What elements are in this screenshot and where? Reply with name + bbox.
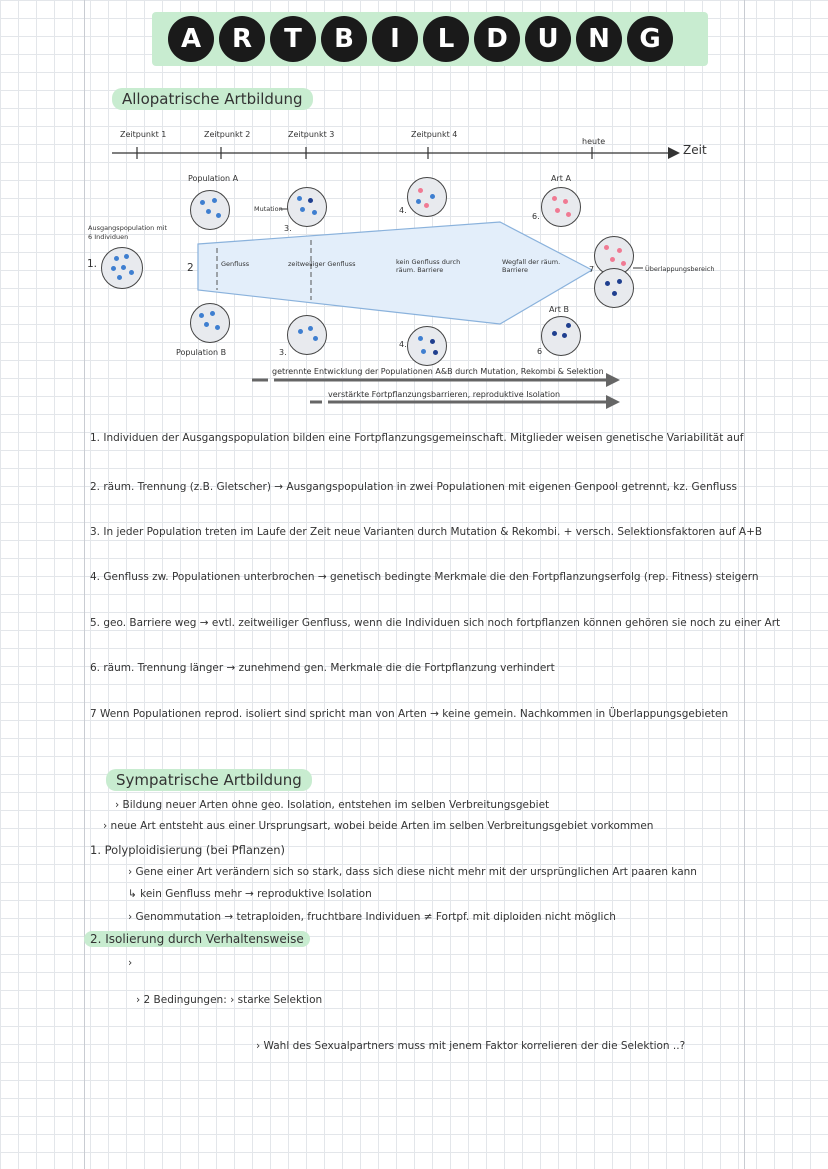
individual-dot	[216, 213, 221, 218]
individual-dot	[621, 261, 626, 266]
individual-dot	[424, 203, 429, 208]
title-letter: L	[423, 16, 469, 62]
individual-dot	[308, 326, 313, 331]
individual-dot	[210, 311, 215, 316]
stage-number: 4.	[399, 340, 407, 349]
individual-dot	[563, 199, 568, 204]
individual-dot	[552, 331, 557, 336]
stage-number: 1.	[87, 258, 98, 270]
population-a-stage4-circle	[407, 177, 447, 217]
population-b-stage3-circle	[287, 315, 327, 355]
individual-dot	[430, 339, 435, 344]
individual-dot	[114, 256, 119, 261]
behaviour-line: › 2 Bedingungen: › starke Selektion	[136, 994, 323, 1006]
list-item: 7 Wenn Populationen reprod. isoliert sind spricht man von Arten → keine gemein. Nachkommen in Überlappungsgebieten	[90, 708, 729, 720]
arrow-label-1: getrennte Entwicklung der Populationen A&B durch Mutation, Rekombi & Selektion	[272, 367, 604, 376]
stage-label-kein-genfluss: kein Genfluss durch räum. Barriere	[396, 258, 461, 274]
mutation-label: Mutation	[254, 205, 283, 213]
individual-dot	[566, 212, 571, 217]
arrow-head-2	[606, 395, 620, 409]
title-letter: D	[474, 16, 520, 62]
title-letter: U	[525, 16, 571, 62]
individual-dot	[610, 257, 615, 262]
individual-dot	[312, 210, 317, 215]
individual-dot	[215, 325, 220, 330]
individual-dot	[313, 336, 318, 341]
time-axis-label: Zeit	[683, 143, 707, 157]
list-item: 5. geo. Barriere weg → evtl. zeitweiliger Genfluss, wenn die Individuen sich noch fortpflanzen können gehören sie noch zu einer Art	[90, 617, 781, 629]
individual-dot	[566, 323, 571, 328]
individual-dot	[418, 336, 423, 341]
timepoint-label: Zeitpunkt 2	[204, 130, 251, 139]
individual-dot	[416, 199, 421, 204]
stage-label-zeitweilig: zeitweiliger Genfluss	[288, 260, 356, 268]
individual-dot	[430, 194, 435, 199]
timepoint-label: Zeitpunkt 3	[288, 130, 335, 139]
individual-dot	[562, 333, 567, 338]
individual-dot	[300, 207, 305, 212]
individual-dot	[421, 349, 426, 354]
title-letter: G	[627, 16, 673, 62]
individual-dot	[308, 198, 313, 203]
list-item: 1. Individuen der Ausgangspopulation bilden eine Fortpflanzungsgemeinschaft. Mitglieder weisen genetische Variabilität auf	[90, 432, 744, 444]
art-b-label: Art B	[549, 305, 569, 314]
stage-number: 3.	[279, 348, 287, 357]
art-b-circle	[541, 316, 581, 356]
sympatric-bullet: › Bildung neuer Arten ohne geo. Isolation, entstehen im selben Verbreitungsgebiet	[115, 799, 550, 811]
title-letter: R	[219, 16, 265, 62]
arrow-head-1	[606, 373, 620, 387]
individual-dot	[121, 265, 126, 270]
list-item: 3. In jeder Population treten im Laufe der Zeit neue Varianten durch Mutation & Rekombi. + versch. Selektionsfaktoren auf A+B	[90, 526, 763, 538]
stage-number: 2	[187, 262, 194, 274]
individual-dot	[297, 196, 302, 201]
stage-number: 6	[537, 347, 543, 356]
allopatric-heading: Allopatrische Artbildung	[112, 88, 313, 110]
title-letter: I	[372, 16, 418, 62]
individual-dot	[555, 208, 560, 213]
behaviour-heading: 2. Isolierung durch Verhaltensweise	[84, 931, 310, 947]
art-a-label: Art A	[551, 174, 571, 183]
list-item: 2. räum. Trennung (z.B. Gletscher) → Ausgangspopulation in zwei Populationen mit eigenen Genpool getrennt, kz. Genfluss	[90, 481, 738, 493]
individual-dot	[199, 313, 204, 318]
individual-dot	[129, 270, 134, 275]
polyploid-heading: 1. Polyploidisierung (bei Pflanzen)	[90, 843, 286, 857]
title-letter: T	[270, 16, 316, 62]
individual-dot	[617, 248, 622, 253]
individual-dot	[433, 350, 438, 355]
individual-dot	[204, 322, 209, 327]
behaviour-line: › Wahl des Sexualpartners muss mit jenem Faktor korrelieren der die Selektion ..?	[256, 1040, 686, 1052]
individual-dot	[124, 254, 129, 259]
timeline-arrowhead	[668, 147, 680, 159]
individual-dot	[418, 188, 423, 193]
overlap-label: Überlappungsbereich	[645, 265, 715, 273]
individual-dot	[604, 245, 609, 250]
art-a-circle	[541, 187, 581, 227]
overlap-circle-bottom	[594, 268, 634, 308]
today-label: heute	[582, 137, 606, 146]
population-a-label: Population A	[188, 174, 239, 183]
stage-number: 7	[589, 265, 595, 274]
population-b-stage4-circle	[407, 326, 447, 366]
arrow-label-2: verstärkte Fortpflanzungsbarrieren, reproduktive Isolation	[328, 390, 561, 399]
population-a-stage3-circle	[287, 187, 327, 227]
behaviour-line: ›	[128, 957, 133, 969]
polyploid-line: › Genommutation → tetraploiden, fruchtbare Individuen ≠ Fortpf. mit diploiden nicht möglich	[128, 911, 616, 923]
title-letter: A	[168, 16, 214, 62]
population-b-label: Population B	[176, 348, 227, 357]
sympatric-bullet: › neue Art entsteht aus einer Ursprungsart, wobei beide Arten im selben Verbreitungsgebiet vorkommen	[103, 820, 654, 832]
individual-dot	[206, 209, 211, 214]
stage-number: 4.	[399, 206, 407, 215]
stage-label-genfluss: Genfluss	[221, 260, 250, 268]
stage-number: 3.	[284, 224, 292, 233]
individual-dot	[200, 200, 205, 205]
population-b-circle	[190, 303, 230, 343]
polyploid-line: ↳ kein Genfluss mehr → reproduktive Isolation	[128, 888, 372, 900]
start-population-label: Ausgangspopulation mit 6 Individuen	[88, 224, 168, 241]
polyploid-line: › Gene einer Art verändern sich so stark, dass sich diese nicht mehr mit der ursprünglichen Art paaren kann	[128, 866, 697, 878]
individual-dot	[617, 279, 622, 284]
individual-dot	[552, 196, 557, 201]
individual-dot	[605, 281, 610, 286]
individual-dot	[117, 275, 122, 280]
title-letter: N	[576, 16, 622, 62]
individual-dot	[298, 329, 303, 334]
timepoint-label: Zeitpunkt 1	[120, 130, 167, 139]
individual-dot	[111, 266, 116, 271]
title-letter: B	[321, 16, 367, 62]
timepoint-label: Zeitpunkt 4	[411, 130, 458, 139]
stage-number: 6.	[532, 212, 540, 221]
stage-label-wegfall: Wegfall der räum. Barriere	[502, 258, 561, 274]
individual-dot	[612, 291, 617, 296]
sympatric-heading: Sympatrische Artbildung	[106, 769, 312, 791]
list-item: 6. räum. Trennung länger → zunehmend gen. Merkmale die die Fortpflanzung verhindert	[90, 662, 555, 674]
individual-dot	[212, 198, 217, 203]
list-item: 4. Genfluss zw. Populationen unterbrochen → genetisch bedingte Merkmale die den Fortpflanzungserfolg (rep. Fitness) steigern	[90, 571, 759, 583]
